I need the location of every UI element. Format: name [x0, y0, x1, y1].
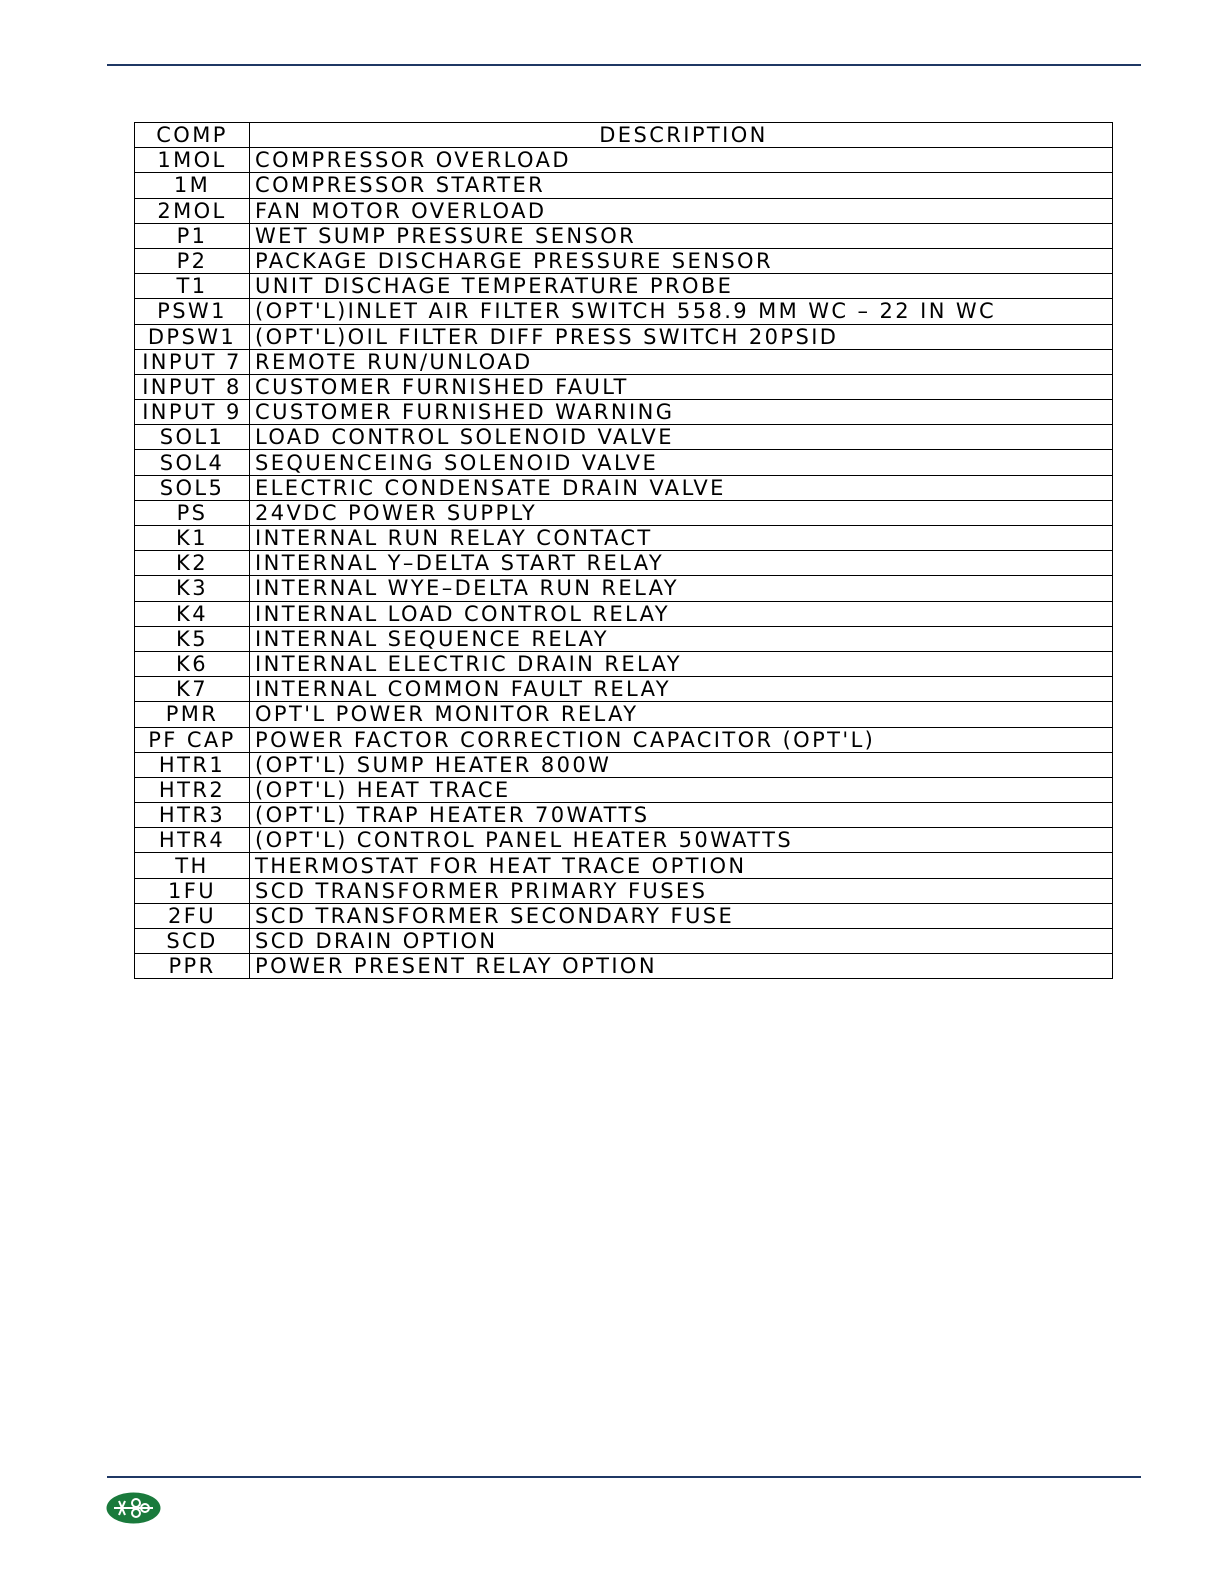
- comp-cell: SOL5: [135, 475, 250, 500]
- description-cell: ELECTRIC CONDENSATE DRAIN VALVE: [250, 475, 1113, 500]
- comp-cell: SCD: [135, 929, 250, 954]
- comp-cell: INPUT 7: [135, 349, 250, 374]
- header-comp: COMP: [135, 123, 250, 148]
- table-row: [135, 551, 1113, 576]
- comp-cell: HTR1: [135, 752, 250, 777]
- table-row: [135, 803, 1113, 828]
- table-row: [135, 274, 1113, 299]
- comp-cell: SOL4: [135, 450, 250, 475]
- component-legend-table: [134, 122, 1113, 979]
- comp-cell: PF CAP: [135, 727, 250, 752]
- description-cell: 24VDC POWER SUPPLY: [250, 500, 1113, 525]
- comp-cell: P2: [135, 248, 250, 273]
- description-cell: FAN MOTOR OVERLOAD: [250, 198, 1113, 223]
- comp-cell: P1: [135, 223, 250, 248]
- table-row: [135, 828, 1113, 853]
- table-row: [135, 727, 1113, 752]
- description-cell: CUSTOMER FURNISHED FAULT: [250, 374, 1113, 399]
- comp-cell: DPSW1: [135, 324, 250, 349]
- comp-cell: HTR3: [135, 803, 250, 828]
- comp-cell: 2MOL: [135, 198, 250, 223]
- description-cell: PACKAGE DISCHARGE PRESSURE SENSOR: [250, 248, 1113, 273]
- description-cell: (OPT'L) CONTROL PANEL HEATER 50WATTS: [250, 828, 1113, 853]
- table-row: [135, 248, 1113, 273]
- description-cell: (OPT'L)INLET AIR FILTER SWITCH 558.9 MM WC – 22 IN WC: [250, 299, 1113, 324]
- comp-cell: 2FU: [135, 903, 250, 928]
- table-row: [135, 526, 1113, 551]
- description-cell: COMPRESSOR STARTER: [250, 173, 1113, 198]
- table-row: [135, 450, 1113, 475]
- header-rule: [107, 64, 1141, 66]
- comp-cell: T1: [135, 274, 250, 299]
- table-row: [135, 878, 1113, 903]
- description-cell: INTERNAL COMMON FAULT RELAY: [250, 677, 1113, 702]
- description-cell: THERMOSTAT FOR HEAT TRACE OPTION: [250, 853, 1113, 878]
- table-row: [135, 903, 1113, 928]
- table-row: [135, 702, 1113, 727]
- table-row: [135, 400, 1113, 425]
- comp-cell: K3: [135, 576, 250, 601]
- comp-cell: 1M: [135, 173, 250, 198]
- table-row: [135, 576, 1113, 601]
- table-row: [135, 425, 1113, 450]
- description-cell: INTERNAL LOAD CONTROL RELAY: [250, 601, 1113, 626]
- description-cell: SEQUENCEING SOLENOID VALVE: [250, 450, 1113, 475]
- description-cell: CUSTOMER FURNISHED WARNING: [250, 400, 1113, 425]
- comp-cell: PPR: [135, 954, 250, 979]
- header-description: DESCRIPTION: [250, 123, 1113, 148]
- comp-cell: HTR2: [135, 777, 250, 802]
- table-row: [135, 299, 1113, 324]
- comp-cell: 1FU: [135, 878, 250, 903]
- comp-cell: K6: [135, 651, 250, 676]
- description-cell: OPT'L POWER MONITOR RELAY: [250, 702, 1113, 727]
- table-row: [135, 475, 1113, 500]
- comp-cell: TH: [135, 853, 250, 878]
- description-cell: SCD DRAIN OPTION: [250, 929, 1113, 954]
- description-cell: LOAD CONTROL SOLENOID VALVE: [250, 425, 1113, 450]
- table-row: [135, 198, 1113, 223]
- table-body: [135, 148, 1113, 979]
- comp-cell: K4: [135, 601, 250, 626]
- description-cell: POWER PRESENT RELAY OPTION: [250, 954, 1113, 979]
- description-cell: INTERNAL ELECTRIC DRAIN RELAY: [250, 651, 1113, 676]
- comp-cell: PS: [135, 500, 250, 525]
- description-cell: COMPRESSOR OVERLOAD: [250, 148, 1113, 173]
- table-row: [135, 752, 1113, 777]
- description-cell: REMOTE RUN/UNLOAD: [250, 349, 1113, 374]
- comp-cell: SOL1: [135, 425, 250, 450]
- comp-cell: K5: [135, 626, 250, 651]
- description-cell: INTERNAL SEQUENCE RELAY: [250, 626, 1113, 651]
- comp-cell: INPUT 8: [135, 374, 250, 399]
- table-row: [135, 349, 1113, 374]
- table-row: [135, 148, 1113, 173]
- comp-cell: K2: [135, 551, 250, 576]
- description-cell: SCD TRANSFORMER SECONDARY FUSE: [250, 903, 1113, 928]
- table-row: [135, 853, 1113, 878]
- description-cell: (OPT'L) HEAT TRACE: [250, 777, 1113, 802]
- comp-cell: K1: [135, 526, 250, 551]
- comp-cell: PMR: [135, 702, 250, 727]
- company-logo-icon: [106, 1492, 161, 1524]
- footer-rule: [107, 1476, 1141, 1478]
- table-row: [135, 954, 1113, 979]
- table-row: [135, 173, 1113, 198]
- table-row: [135, 626, 1113, 651]
- table-row: [135, 500, 1113, 525]
- description-cell: POWER FACTOR CORRECTION CAPACITOR (OPT'L): [250, 727, 1113, 752]
- table-row: [135, 223, 1113, 248]
- description-cell: UNIT DISCHAGE TEMPERATURE PROBE: [250, 274, 1113, 299]
- description-cell: (OPT'L)OIL FILTER DIFF PRESS SWITCH 20PSID: [250, 324, 1113, 349]
- comp-cell: K7: [135, 677, 250, 702]
- comp-cell: INPUT 9: [135, 400, 250, 425]
- comp-cell: HTR4: [135, 828, 250, 853]
- description-cell: (OPT'L) SUMP HEATER 800W: [250, 752, 1113, 777]
- table-row: [135, 601, 1113, 626]
- table-header-row: [135, 123, 1113, 148]
- description-cell: (OPT'L) TRAP HEATER 70WATTS: [250, 803, 1113, 828]
- table-row: [135, 324, 1113, 349]
- table-row: [135, 374, 1113, 399]
- description-cell: SCD TRANSFORMER PRIMARY FUSES: [250, 878, 1113, 903]
- table-row: [135, 929, 1113, 954]
- description-cell: INTERNAL WYE–DELTA RUN RELAY: [250, 576, 1113, 601]
- comp-cell: 1MOL: [135, 148, 250, 173]
- table-row: [135, 677, 1113, 702]
- comp-cell: PSW1: [135, 299, 250, 324]
- description-cell: INTERNAL RUN RELAY CONTACT: [250, 526, 1113, 551]
- description-cell: WET SUMP PRESSURE SENSOR: [250, 223, 1113, 248]
- table-row: [135, 777, 1113, 802]
- description-cell: INTERNAL Y–DELTA START RELAY: [250, 551, 1113, 576]
- table-row: [135, 651, 1113, 676]
